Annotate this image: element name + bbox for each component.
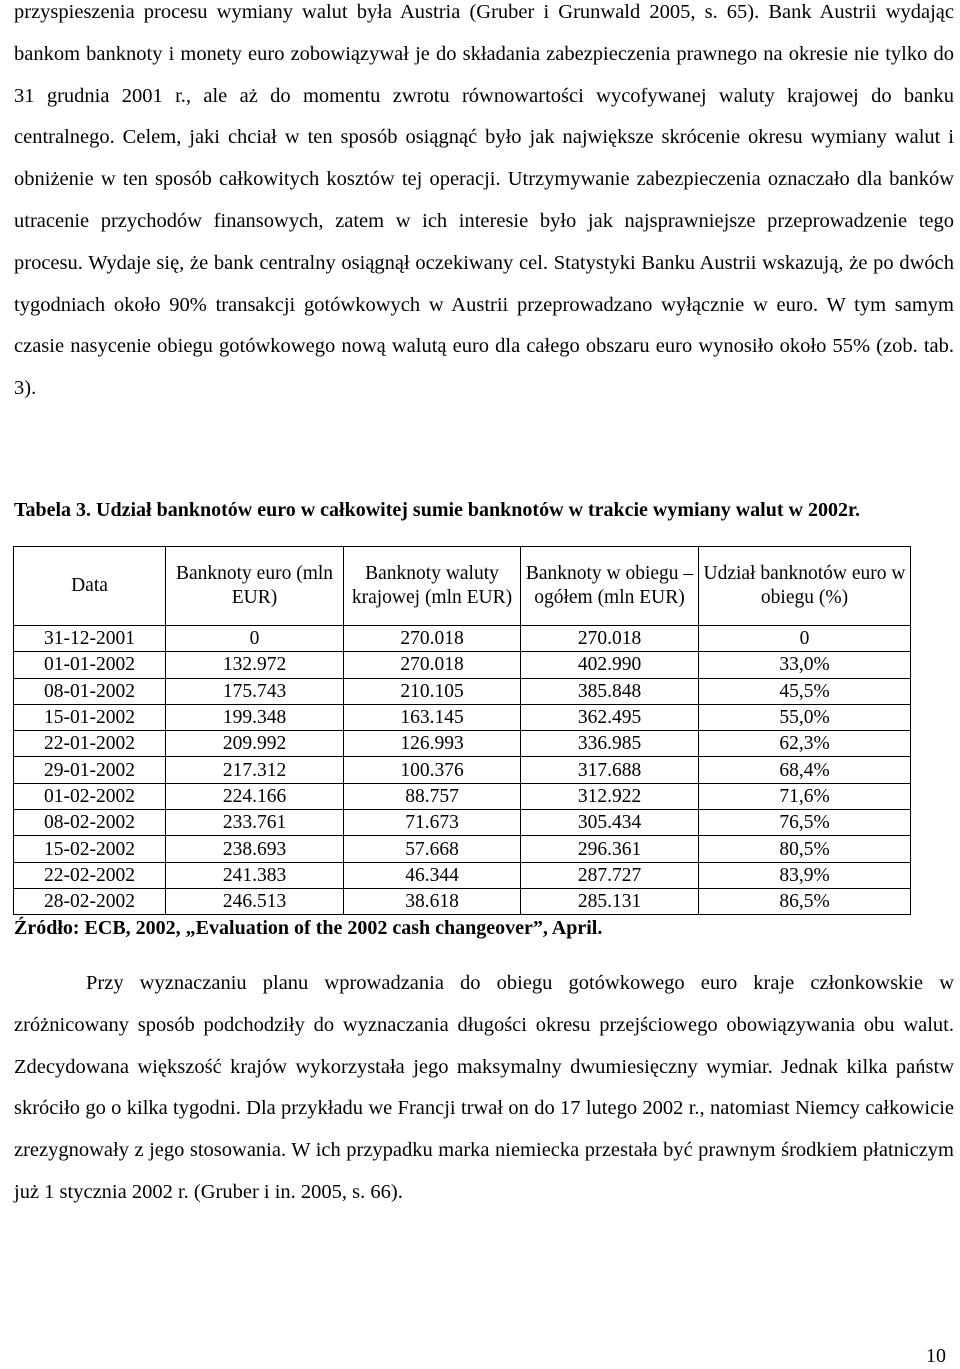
date-cell: 29-01-2002: [14, 757, 166, 783]
euro-share-cell: 71,6%: [699, 783, 911, 809]
column-header-total-in-circulation: Banknoty w obiegu – ogółem (mln EUR): [521, 547, 699, 626]
national-banknotes-cell: 270.018: [344, 652, 521, 678]
date-cell: 08-02-2002: [14, 810, 166, 836]
table-row: [14, 810, 911, 836]
column-header-date: Data: [14, 547, 166, 626]
euro-share-cell: 62,3%: [699, 731, 911, 757]
euro-banknotes-cell: 241.383: [166, 862, 344, 888]
body-paragraph: przyspieszenia procesu wymiany walut była Austria (Gruber i Grunwald 2005, s. 65). Bank Austrii wydając bankom banknoty i monety euro zobowiązywał je do składania zabezpieczenia prawnego na okresie nie tylko do 31 grudnia 2001 r., ale aż do momentu zwrotu równowartości wycofywanej waluty krajowej do banku centralnego. Celem, jaki chciał w ten sposób osiągnąć było jak największe skrócenie okresu wymiany walut i obniżenie w ten sposób całkowitych kosztów tej operacji. Utrzymywanie zabezpieczenia oznaczało dla banków utracenie przychodów finansowych, zatem w ich interesie było jak najsprawniejsze przeprowadzenie tego procesu. Wydaje się, że bank centralny osiągnął oczekiwany cel. Statystyki Banku Austrii wskazują, że po dwóch tygodniach około 90% transakcji gotówkowych w Austrii przeprowadzano wyłącznie w euro. W tym samym czasie nasycenie obiegu gotówkowego nową walutą euro dla całego obszaru euro wynosiło około 55% (zob. tab. 3).: [14, 1, 954, 400]
total-banknotes-cell: 285.131: [521, 888, 699, 914]
national-banknotes-cell: 88.757: [344, 783, 521, 809]
total-banknotes-cell: 362.495: [521, 704, 699, 730]
date-cell: 28-02-2002: [14, 888, 166, 914]
table-source-note: Źródło: ECB, 2002, „Evaluation of the 2002 cash changeover”, April.: [14, 917, 603, 939]
total-banknotes-cell: 317.688: [521, 757, 699, 783]
national-banknotes-cell: 163.145: [344, 704, 521, 730]
table-row: [14, 836, 911, 862]
date-cell: 01-01-2002: [14, 652, 166, 678]
euro-share-cell: 80,5%: [699, 836, 911, 862]
euro-share-cell: 0: [699, 626, 911, 652]
date-cell: 15-02-2002: [14, 836, 166, 862]
national-banknotes-cell: 270.018: [344, 626, 521, 652]
date-cell: 08-01-2002: [14, 678, 166, 704]
column-header-euro-banknotes: Banknoty euro (mln EUR): [166, 547, 344, 626]
euro-banknotes-cell: 175.743: [166, 678, 344, 704]
table-row: [14, 888, 911, 914]
banknote-share-table: [13, 546, 911, 915]
total-banknotes-cell: 287.727: [521, 862, 699, 888]
national-banknotes-cell: 210.105: [344, 678, 521, 704]
euro-banknotes-cell: 132.972: [166, 652, 344, 678]
euro-banknotes-cell: 238.693: [166, 836, 344, 862]
total-banknotes-cell: 385.848: [521, 678, 699, 704]
national-banknotes-cell: 126.993: [344, 731, 521, 757]
euro-share-cell: 86,5%: [699, 888, 911, 914]
date-cell: 22-01-2002: [14, 731, 166, 757]
euro-banknotes-cell: 0: [166, 626, 344, 652]
euro-share-cell: 55,0%: [699, 704, 911, 730]
table-row: [14, 652, 911, 678]
date-cell: 22-02-2002: [14, 862, 166, 888]
column-header-national-banknotes: Banknoty waluty krajowej (mln EUR): [344, 547, 521, 626]
table-row: [14, 704, 911, 730]
total-banknotes-cell: 305.434: [521, 810, 699, 836]
euro-share-cell: 68,4%: [699, 757, 911, 783]
national-banknotes-cell: 57.668: [344, 836, 521, 862]
table-row: [14, 678, 911, 704]
total-banknotes-cell: 312.922: [521, 783, 699, 809]
total-banknotes-cell: 402.990: [521, 652, 699, 678]
table-row: [14, 757, 911, 783]
national-banknotes-cell: 100.376: [344, 757, 521, 783]
table-header-row: [14, 547, 911, 626]
table-row: [14, 862, 911, 888]
euro-banknotes-cell: 199.348: [166, 704, 344, 730]
page-number: 10: [926, 1345, 946, 1367]
euro-share-cell: 76,5%: [699, 810, 911, 836]
national-banknotes-cell: 71.673: [344, 810, 521, 836]
total-banknotes-cell: 270.018: [521, 626, 699, 652]
date-cell: 01-02-2002: [14, 783, 166, 809]
column-header-euro-share: Udział banknotów euro w obiegu (%): [699, 547, 911, 626]
euro-banknotes-cell: 209.992: [166, 731, 344, 757]
national-banknotes-cell: 38.618: [344, 888, 521, 914]
body-paragraph: Przy wyznaczaniu planu wprowadzania do obiegu gotówkowego euro kraje członkowskie w zróżnicowany sposób podchodziły do wyznaczania długości okresu przejściowego obowiązywania obu walut. Zdecydowana większość krajów wykorzystała jego maksymalny dwumiesięczny wymiar. Jednak kilka państw skróciło go o kilka tygodni. Dla przykładu we Francji trwał on do 17 lutego 2002 r., natomiast Niemcy całkowicie zrezygnowały z jego stosowania. W ich przypadku marka niemiecka przestała być prawnym środkiem płatniczym już 1 stycznia 2002 r. (Gruber i in. 2005, s. 66).: [14, 972, 954, 1203]
table-row: [14, 626, 911, 652]
total-banknotes-cell: 296.361: [521, 836, 699, 862]
table-row: [14, 783, 911, 809]
euro-banknotes-cell: 217.312: [166, 757, 344, 783]
euro-banknotes-cell: 233.761: [166, 810, 344, 836]
national-banknotes-cell: 46.344: [344, 862, 521, 888]
table-caption: Tabela 3. Udział banknotów euro w całkowitej sumie banknotów w trakcie wymiany walut w 2002r.: [14, 499, 860, 521]
euro-share-cell: 33,0%: [699, 652, 911, 678]
date-cell: 15-01-2002: [14, 704, 166, 730]
total-banknotes-cell: 336.985: [521, 731, 699, 757]
euro-share-cell: 83,9%: [699, 862, 911, 888]
euro-banknotes-cell: 246.513: [166, 888, 344, 914]
euro-banknotes-cell: 224.166: [166, 783, 344, 809]
euro-share-cell: 45,5%: [699, 678, 911, 704]
date-cell: 31-12-2001: [14, 626, 166, 652]
table-row: [14, 731, 911, 757]
